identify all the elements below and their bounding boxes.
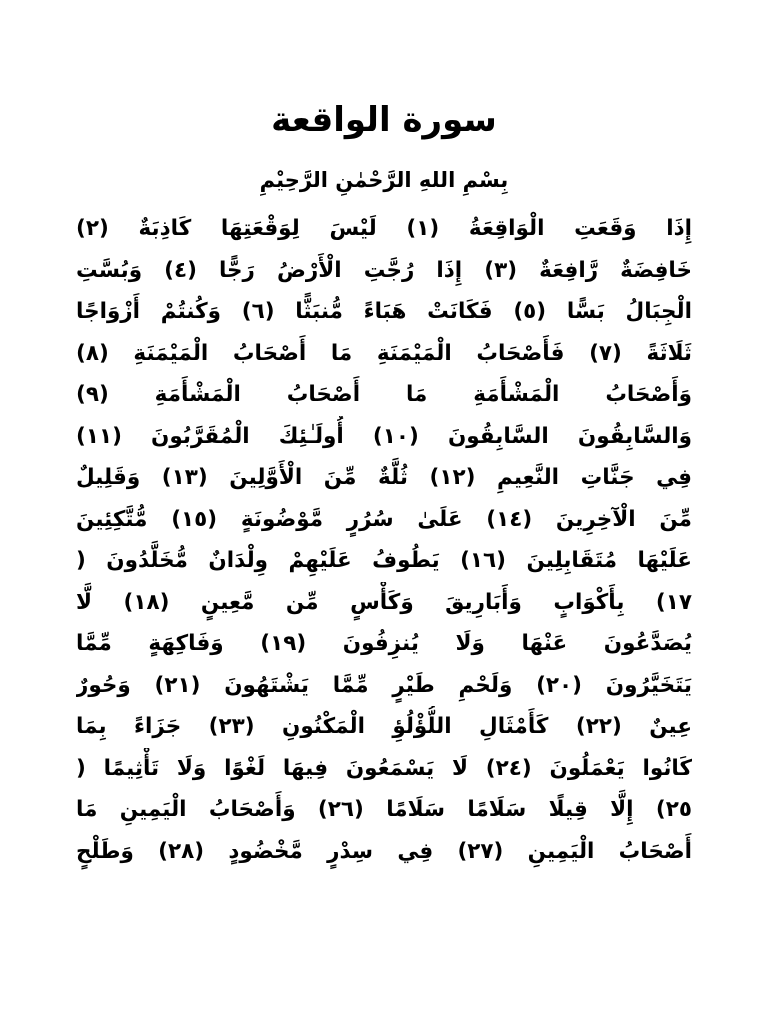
text-line: مِّنَ الْآخِرِينَ (١٤) عَلَىٰ سُرُرٍ مَّوْضُونَةٍ (١٥) مُّتَّكِئِينَ xyxy=(76,506,692,532)
text-line: ١٧) بِأَكْوَابٍ وَأَبَارِيقَ وَكَأْسٍ مِّن مَّعِينٍ (١٨) لَّا xyxy=(76,589,692,615)
text-line: خَافِضَةٌ رَّافِعَةٌ (٣) إِذَا رُجَّتِ الْأَرْضُ رَجًّا (٤) وَبُسَّتِ xyxy=(76,257,692,283)
text-line: يُصَدَّعُونَ عَنْهَا وَلَا يُنزِفُونَ (١٩) وَفَاكِهَةٍ مِّمَّا xyxy=(76,631,692,656)
text-line: كَانُوا يَعْمَلُونَ (٢٤) لَا يَسْمَعُونَ فِيهَا لَغْوًا وَلَا تَأْثِيمًا ( xyxy=(76,755,692,781)
text-line: أَصْحَابُ الْيَمِينِ (٢٧) فِي سِدْرٍ مَّخْضُودٍ (٢٨) وَطَلْحٍ xyxy=(76,838,692,864)
text-line: ٢٥) إِلَّا قِيلًا سَلَامًا سَلَامًا (٢٦) وَأَصْحَابُ الْيَمِينِ مَا xyxy=(76,797,692,822)
text-line: إِذَا وَقَعَتِ الْوَاقِعَةُ (١) لَيْسَ لِوَقْعَتِهَا كَاذِبَةٌ (٢) xyxy=(76,216,692,241)
text-line: الْجِبَالُ بَسًّا (٥) فَكَانَتْ هَبَاءً مُّنبَثًّا (٦) وَكُنتُمْ أَزْوَاجًا xyxy=(76,299,692,324)
text-line: يَتَخَيَّرُونَ (٢٠) وَلَحْمِ طَيْرٍ مِّمَّا يَشْتَهُونَ (٢١) وَحُورٌ xyxy=(76,672,692,698)
surah-title: سورة الواقعة xyxy=(271,100,497,140)
text-line: وَأَصْحَابُ الْمَشْأَمَةِ مَا أَصْحَابُ الْمَشْأَمَةِ (٩) xyxy=(76,382,692,407)
text-line: عَلَيْهَا مُتَقَابِلِينَ (١٦) يَطُوفُ عَلَيْهِمْ وِلْدَانٌ مُّخَلَّدُونَ ( xyxy=(76,548,692,573)
basmala: بِسْمِ اللهِ الرَّحْمٰنِ الرَّحِيْمِ xyxy=(259,168,509,192)
text-line: ثَلَاثَةً (٧) فَأَصْحَابُ الْمَيْمَنَةِ مَا أَصْحَابُ الْمَيْمَنَةِ (٨) xyxy=(76,340,692,366)
text-line: فِي جَنَّاتِ النَّعِيمِ (١٢) ثُلَّةٌ مِّنَ الْأَوَّلِينَ (١٣) وَقَلِيلٌ xyxy=(76,465,692,490)
text-line: وَالسَّابِقُونَ السَّابِقُونَ (١٠) أُولَـٰئِكَ الْمُقَرَّبُونَ (١١) xyxy=(76,423,692,449)
verse-text xyxy=(76,208,692,872)
text-line: عِينٌ (٢٢) كَأَمْثَالِ اللُّؤْلُؤِ الْمَكْنُونِ (٢٣) جَزَاءً بِمَا xyxy=(76,714,692,739)
